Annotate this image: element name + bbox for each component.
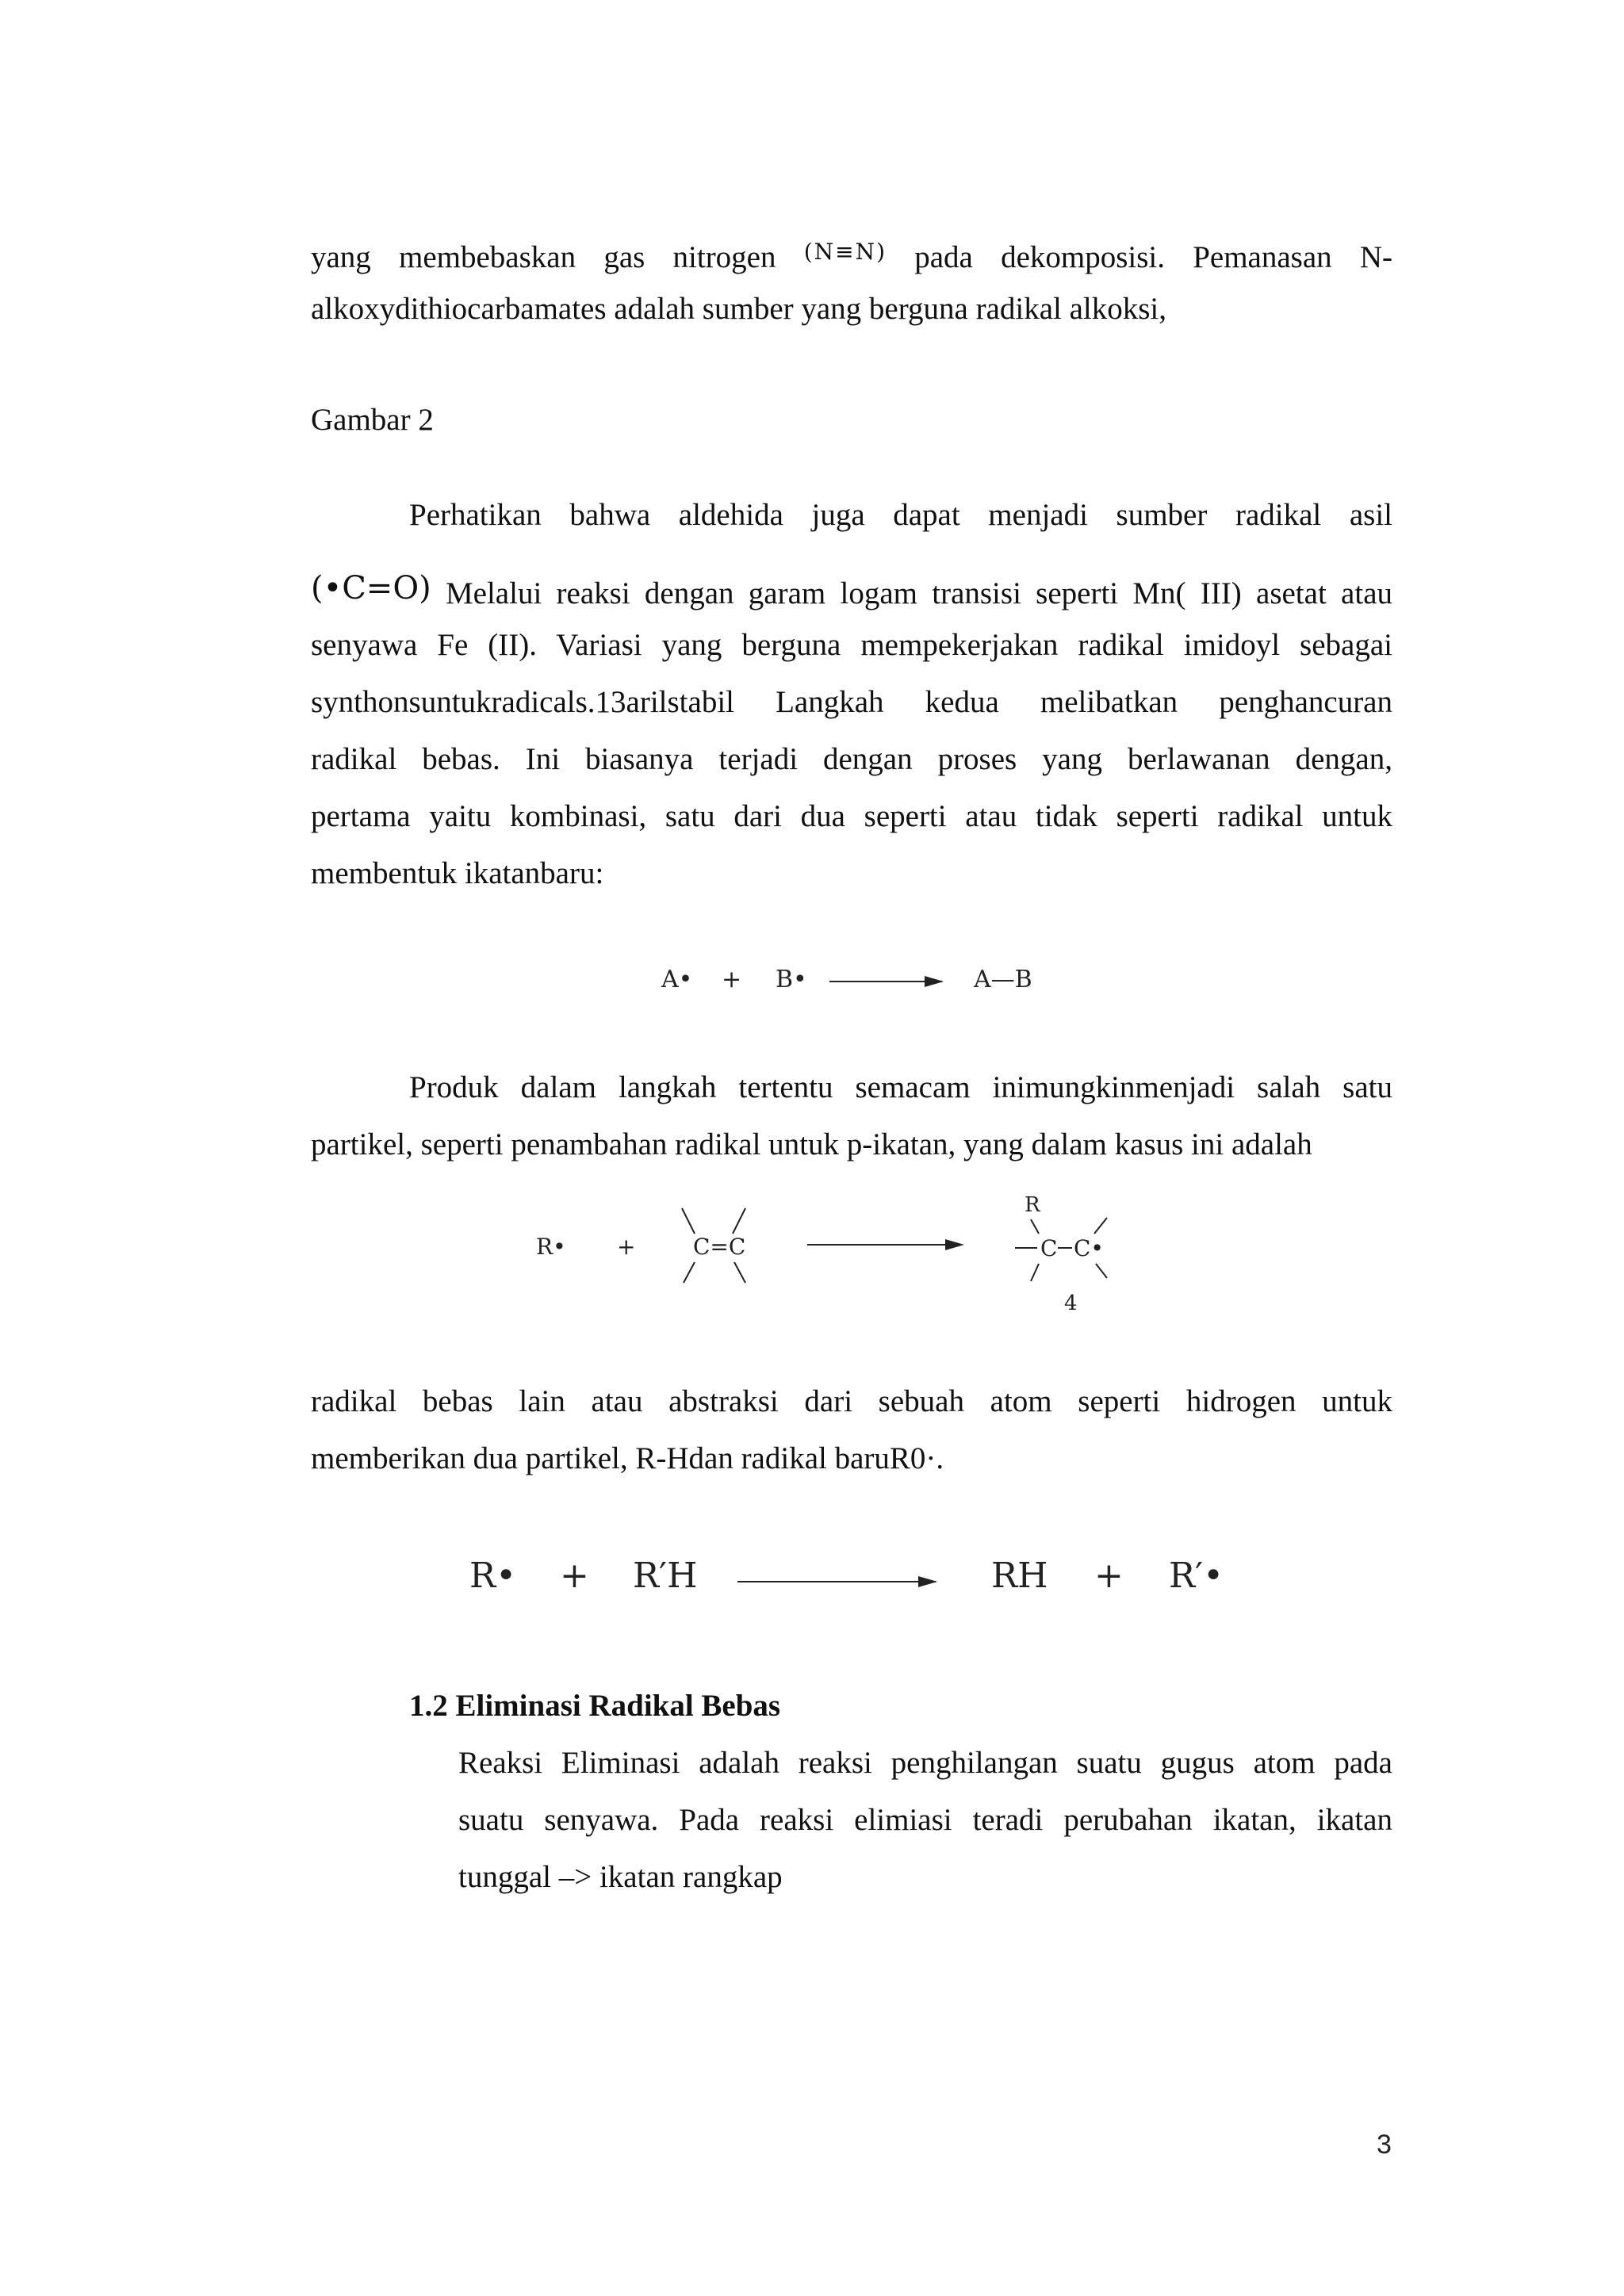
- nitrogen-formula: (N≡N): [803, 239, 887, 265]
- text-segment: Melalui reaksi dengan garam logam transisi seperti Mn( III) asetat atau: [445, 576, 1392, 610]
- page-number: 3: [1377, 2130, 1392, 2160]
- paragraph-2-line-5: radikal bebas. Ini biasanya terjadi dengan proses yang berlawanan dengan,: [311, 742, 1392, 776]
- text-segment: pada dekomposisi. Pemanasan N-: [914, 240, 1393, 274]
- reactant-b: B•: [776, 966, 807, 993]
- product-c2: C•: [1074, 1235, 1104, 1261]
- bond-line: [1031, 1219, 1039, 1234]
- paragraph-2-line-1: Perhatikan bahwa aldehida juga dapat menjadi sumber radikal asil: [409, 498, 1392, 532]
- product-rh: RH: [991, 1556, 1048, 1596]
- reactant-a: A•: [661, 966, 693, 993]
- figure-label: Gambar 2: [311, 403, 434, 437]
- compound-number: 4: [1064, 1292, 1078, 1315]
- text-segment: yang membebaskan gas nitrogen: [311, 240, 776, 274]
- product-rprime-radical: R′•: [1169, 1556, 1224, 1596]
- paragraph-2-line-3: senyawa Fe (II). Variasi yang berguna mempekerjakan radikal imidoyl sebagai: [311, 628, 1392, 662]
- paragraph-1-line-1: [311, 224, 1392, 286]
- bond-line: [1031, 1264, 1039, 1281]
- section-line-2: suatu senyawa. Pada reaksi elimiasi teradi perubahan ikatan, ikatan: [458, 1803, 1392, 1837]
- plus-sign: +: [617, 1234, 636, 1260]
- equation-addition: [508, 1189, 1158, 1324]
- section-heading: 1.2 Eliminasi Radikal Bebas: [409, 1689, 781, 1723]
- paragraph-2-line-7: membentuk ikatanbaru:: [311, 856, 604, 890]
- bond-line: [733, 1208, 745, 1234]
- product-c1: C: [1040, 1235, 1058, 1261]
- paragraph-1-line-2: alkoxydithiocarbamates adalah sumber yang berguna radikal alkoksi,: [311, 292, 1167, 326]
- radical-r: R•: [536, 1234, 566, 1260]
- plus-sign: +: [560, 1556, 589, 1596]
- paragraph-2-line-4: synthonsuntukradicals.13arilstabil Langkah kedua melibatkan penghancuran: [311, 685, 1392, 719]
- paragraph-2-line-6: pertama yaitu kombinasi, satu dari dua seperti atau tidak seperti radikal untuk: [311, 799, 1392, 833]
- bond-line: [1094, 1218, 1107, 1234]
- bond-line: [684, 1262, 695, 1283]
- plus-sign: +: [1094, 1556, 1124, 1596]
- paragraph-2-line-2: [311, 560, 1392, 622]
- bond-line: [682, 1208, 695, 1234]
- section-line-3: tunggal –> ikatan rangkap: [458, 1860, 783, 1894]
- acyl-radical-formula: (•C=O): [311, 570, 431, 607]
- arrowhead: [945, 1239, 964, 1250]
- alkene-cc: C=C: [693, 1234, 746, 1260]
- product-r: R: [1025, 1193, 1040, 1217]
- reactant-rh: R′H: [633, 1556, 698, 1596]
- paragraph-4-line-1: radikal bebas lain atau abstraksi dari sebuah atom seperti hidrogen untuk: [311, 1384, 1392, 1418]
- plus-sign: +: [722, 966, 742, 993]
- section-line-1: Reaksi Eliminasi adalah reaksi penghilangan suatu gugus atom pada: [458, 1746, 1392, 1780]
- bond-line: [1096, 1264, 1107, 1278]
- bond-line: [734, 1262, 745, 1283]
- paragraph-3-line-1: Produk dalam langkah tertentu semacam inimungkinmenjadi salah satu: [409, 1070, 1392, 1104]
- radical-r: R•: [469, 1556, 517, 1596]
- reaction-arrow: [737, 1581, 936, 1582]
- paragraph-3-line-2: partikel, seperti penambahan radikal untuk p-ikatan, yang dalam kasus ini adalah: [311, 1127, 1312, 1161]
- product-ab: A—B: [974, 966, 1032, 993]
- paragraph-4-line-2: memberikan dua partikel, R-Hdan radikal baruR0·.: [311, 1441, 944, 1475]
- reaction-arrow: [829, 981, 942, 982]
